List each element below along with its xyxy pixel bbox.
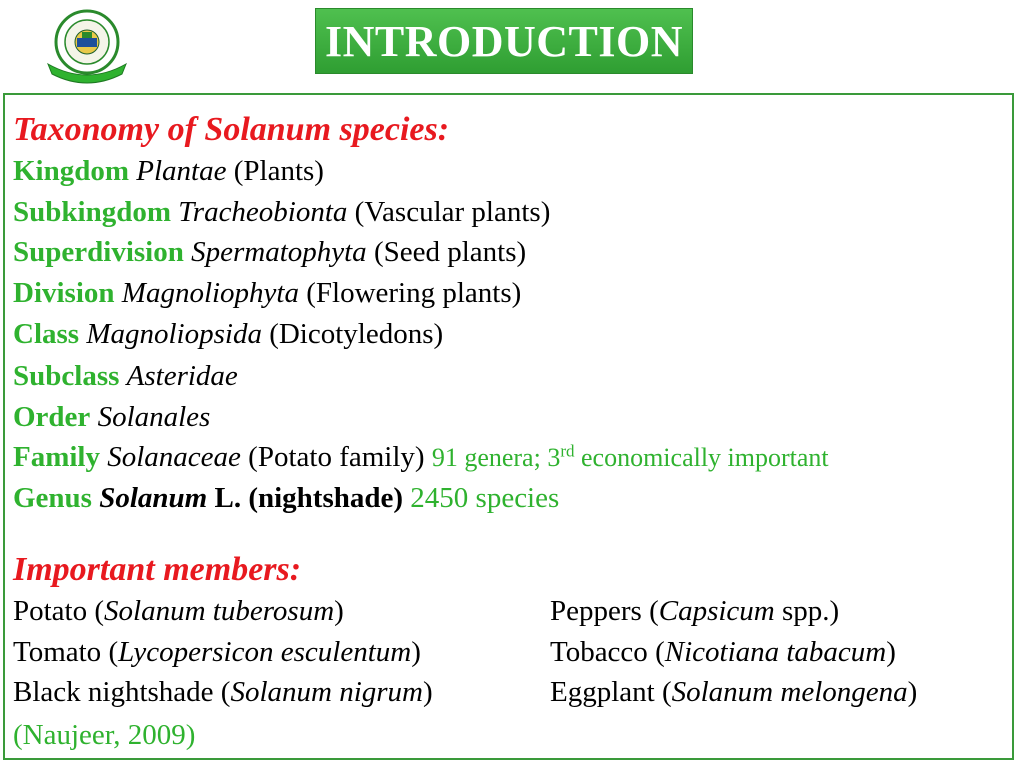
taxonomy-row-division: Division Magnoliophyta (Flowering plants) bbox=[13, 277, 522, 309]
member-left-0: Potato (Solanum tuberosum) bbox=[13, 595, 344, 627]
members-heading: Important members: bbox=[13, 551, 302, 588]
member-left-1: Tomato (Lycopersicon esculentum) bbox=[13, 636, 421, 668]
taxonomy-row-subclass: Subclass Asteridae bbox=[13, 360, 238, 392]
slide-title: INTRODUCTION bbox=[315, 8, 693, 74]
taxonomy-row-superdivision: Superdivision Spermatophyta (Seed plants) bbox=[13, 236, 527, 268]
content-box bbox=[3, 93, 1014, 760]
taxonomy-row-class: Class Magnoliopsida (Dicotyledons) bbox=[13, 318, 444, 350]
member-left-2: Black nightshade (Solanum nigrum) bbox=[13, 676, 433, 708]
family-extra: 91 genera; 3rd economically important bbox=[431, 441, 829, 472]
taxonomy-row-family: Family Solanaceae (Potato family) 91 genera; 3rd economically important bbox=[13, 441, 829, 473]
citation: (Naujeer, 2009) bbox=[13, 719, 196, 751]
taxonomy-heading: Taxonomy of Solanum species: bbox=[13, 111, 450, 148]
taxonomy-row-kingdom: Kingdom Plantae (Plants) bbox=[13, 155, 324, 187]
university-seal-icon bbox=[42, 6, 132, 84]
taxonomy-row-order: Order Solanales bbox=[13, 401, 211, 433]
taxonomy-row-genus: Genus Solanum L. (nightshade) 2450 species bbox=[13, 482, 560, 514]
member-right-2: Eggplant (Solanum melongena) bbox=[550, 676, 918, 708]
member-right-0: Peppers (Capsicum spp.) bbox=[550, 595, 840, 627]
taxonomy-row-subkingdom: Subkingdom Tracheobionta (Vascular plants) bbox=[13, 196, 551, 228]
member-right-1: Tobacco (Nicotiana tabacum) bbox=[550, 636, 896, 668]
